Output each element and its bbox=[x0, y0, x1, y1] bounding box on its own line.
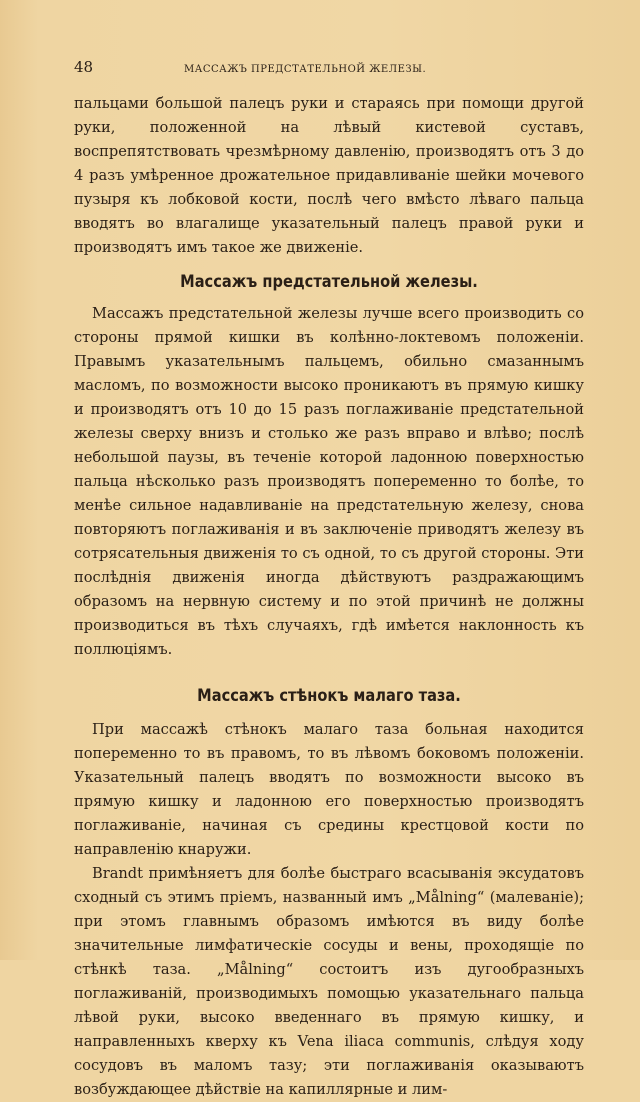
running-head bbox=[74, 58, 584, 80]
running-title: МАССАЖЪ ПРЕДСТАТЕЛЬНОЙ ЖЕЛЕЗЫ. bbox=[184, 64, 427, 75]
paragraph-pelvic-walls-2: Brandt примѣняетъ для болѣе быстраго всасыванiя эксудатовъ сходный съ этимъ прiемъ, названный имъ „Målning“ (малеванiе); при этомъ главнымъ образомъ имѣются въ виду болѣе значительные лимфатическiе сосуды и вены, проходящiе по стѣнкѣ таза. „Målning“ состоитъ изъ дугообразныхъ поглаживанiй, производимыхъ помощью указательнаго пальца лѣвой руки, высоко введеннаго въ прямую кишку, и направленныхъ кверху къ Vena iliaca communis, слѣдуя ходу сосудовъ въ маломъ тазу; эти поглаживанiя оказываютъ возбуждающее дѣйствiе на капиллярные и лим- bbox=[74, 865, 584, 1098]
section-heading-pelvic-walls: Массажъ стѣнокъ малаго таза. bbox=[197, 686, 461, 706]
section-heading-prostate: Массажъ предстательной железы. bbox=[180, 272, 478, 292]
paragraph-pelvic-walls-1: При массажѣ стѣнокъ малаго таза больная находится попеременно то въ правомъ, то въ лѣвомъ боковомъ положенiи. Указательный палецъ вводятъ по возможности высоко въ прямую кишку и ладонною его поверхностью производятъ поглаживанiе, начиная съ средины крестцовой кости по направленiю кнаружи. bbox=[74, 721, 584, 858]
paragraph-prostate-massage: Массажъ предстательной железы лучше всего производить со стороны прямой кишки въ колѣнно-локтевомъ положенiи. Правымъ указательнымъ пальцемъ, обильно смазаннымъ масломъ, по возможности высоко проникаютъ въ прямую кишку и производятъ отъ 10 до 15 разъ поглаживанiе предстательной железы сверху внизъ и столько же разъ вправо и влѣво; послѣ небольшой паузы, въ теченiе которой ладонною поверхностью пальца нѣсколько разъ производятъ попеременно то болѣе, то менѣе сильное надавливанiе на предстательную железу, снова повторяютъ поглаживанiя и въ заключенiе приводятъ железу въ сотрясательныя движенiя то съ одной, то съ другой стороны. Эти послѣднiя движенiя иногда дѣйствуютъ раздражающимъ образомъ на нервную систему и по этой причинѣ не должны производиться въ тѣхъ случаяхъ, гдѣ имѣется наклонность къ поллюцiямъ. bbox=[74, 305, 584, 658]
page-number: 48 bbox=[74, 58, 94, 76]
intro-paragraph: пальцами большой палецъ руки и стараясь при помощи другой руки, положенной на лѣвый кистевой суставъ, воспрепятствовать чрезмѣрному давленiю, производятъ отъ 3 до 4 разъ умѣренное дрожательное придавливанiе шейки мочевого пузыря къ лобковой кости, послѣ чего вмѣсто лѣваго пальца вводятъ во влагалище указательный палецъ правой руки и производятъ имъ такое же движенiе. bbox=[74, 95, 584, 256]
